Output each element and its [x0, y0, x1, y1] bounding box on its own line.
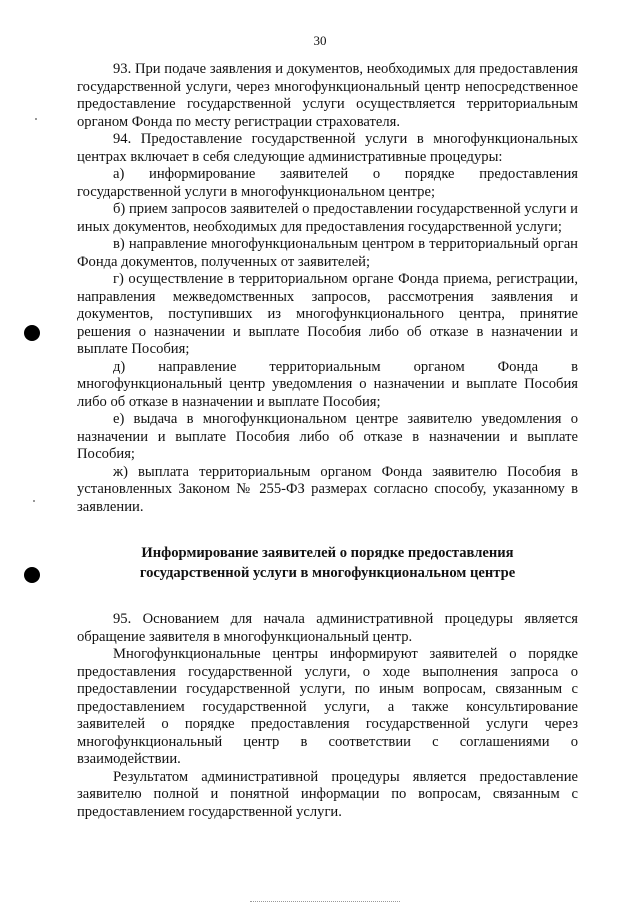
paragraph-93: 93. При подаче заявления и документов, необходимых для предоставления государственной услуги, через многофункциональный центр непосредственное предоставление государственной услуги осуществляется территориальным органом Фонда по месту регистрации страхователя.	[77, 61, 578, 130]
list-item-g: г) осуществление в территориальном органе Фонда приема, регистрации, направления межведомственных запросов, рассмотрения заявления и документов, поступивших из многофункционального центра, принятие решения о назначении и выплате Пособия либо об отказе в назначении и выплате Пособия;	[77, 271, 578, 357]
paragraph-result: Результатом административной процедуры является предоставление заявителю полной и понятной информации по вопросам, связанным с предоставлением государственной услуги.	[77, 768, 578, 820]
paragraph-95: 95. Основанием для начала административной процедуры является обращение заявителя в многофункциональный центр.	[77, 611, 578, 645]
list-item-a: а) информирование заявителей о порядке предоставления государственной услуги в многофункциональном центре;	[77, 166, 578, 200]
punch-hole-mark	[24, 325, 40, 341]
list-item-v: в) направление многофункциональным центром в территориальный орган Фонда документов, полученных от заявителей;	[77, 236, 578, 270]
page-number: 30	[313, 33, 327, 48]
list-item-d: д) направление территориальным органом Фонда в многофункциональный центр уведомления о назначении и выплате Пособия либо об отказе в назначении и выплате Пособия;	[77, 358, 578, 410]
scan-speck	[35, 118, 37, 120]
list-item-b: б) прием запросов заявителей о предоставлении государственной услуги и иных документов, необходимых для предоставления государственной услуги;	[77, 201, 578, 235]
section-heading-line-2: государственной услуги в многофункциональном центре	[139, 565, 516, 581]
list-item-zh: ж) выплата территориальным органом Фонда заявителю Пособия в установленных Законом № 255-ФЗ размерах согласно способу, указанному в заявлении.	[77, 463, 578, 515]
list-item-e: е) выдача в многофункциональном центре заявителю уведомления о назначении и выплате Пособия либо об отказе в назначении и выплате Пособия;	[77, 411, 578, 462]
section-heading-line-1: Информирование заявителей о порядке предоставления	[141, 545, 514, 561]
scan-edge-dots	[250, 901, 400, 903]
paragraph-mfc-inform: Многофункциональные центры информируют заявителей о порядке предоставления государственной услуги, о ходе выполнения запроса о предоставлении государственной услуги, по иным вопросам, связанным с предоставлением государственной услуги, а также консультирование заявителей о порядке предоставления государственной услуги через многофункциональный центр в соответствии с соглашениями о взаимодействии.	[77, 646, 578, 767]
document-body	[77, 61, 578, 821]
punch-hole-mark	[24, 567, 40, 583]
paragraph-94: 94. Предоставление государственной услуги в многофункциональных центрах включает в себя следующие административные процедуры:	[77, 131, 578, 165]
section-heading	[77, 543, 578, 583]
scan-speck	[33, 500, 35, 502]
